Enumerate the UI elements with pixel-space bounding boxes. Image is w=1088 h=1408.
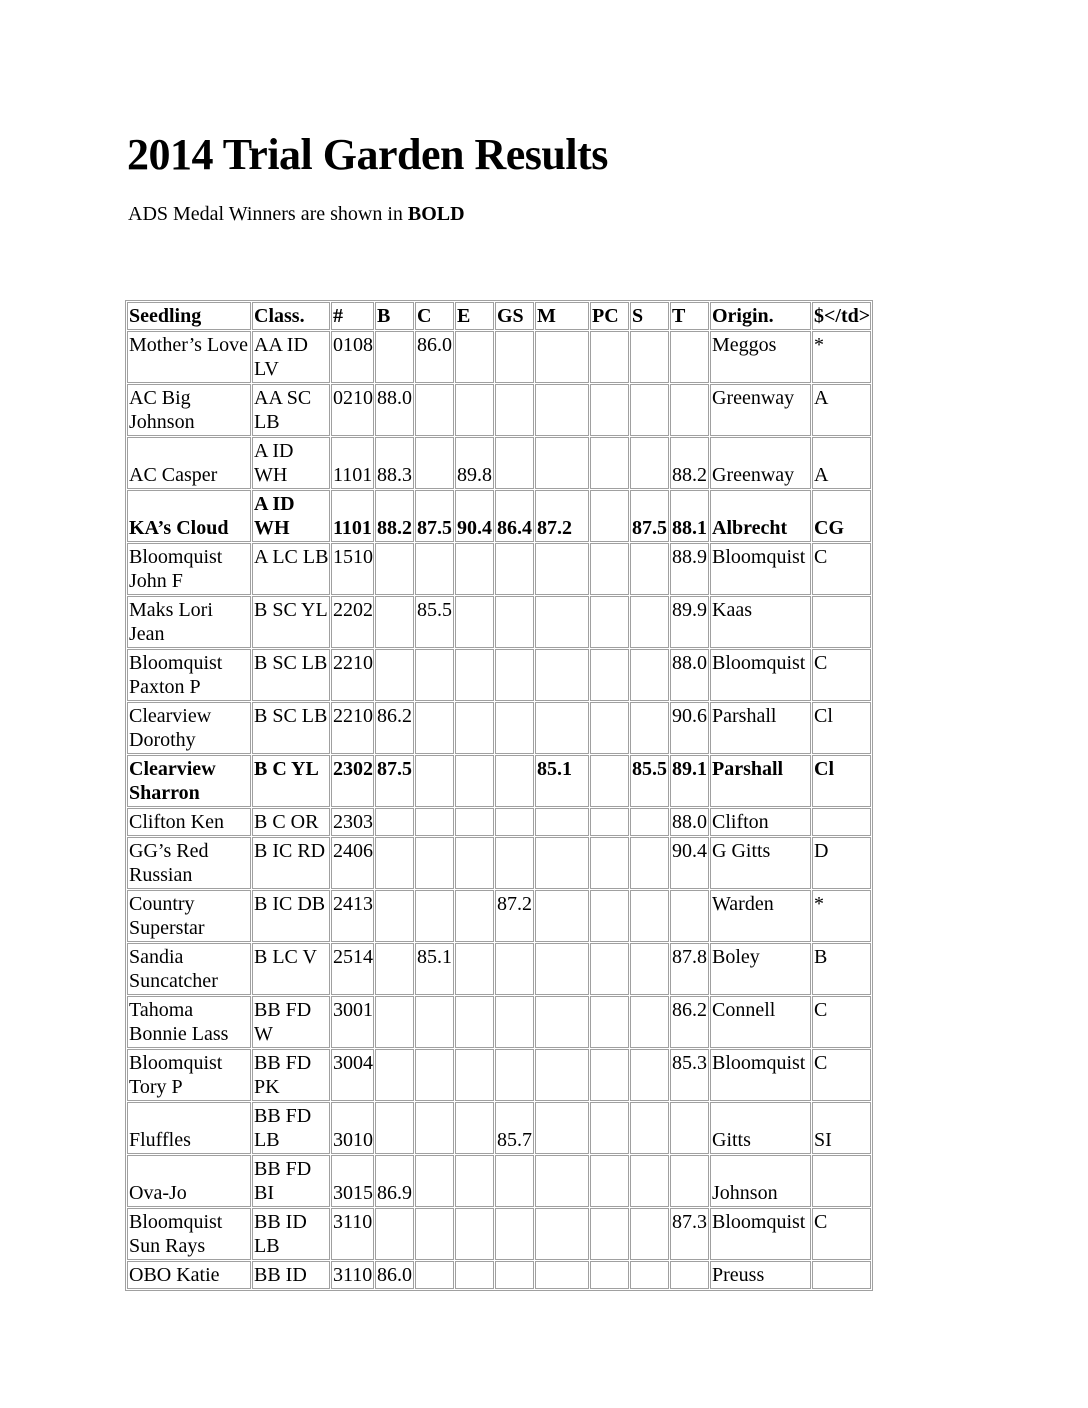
cell-s xyxy=(630,1049,669,1101)
cell-dollar: A xyxy=(812,384,871,436)
cell-m xyxy=(535,1102,589,1154)
cell-pc xyxy=(590,437,629,489)
cell-number: 2202 xyxy=(331,596,374,648)
cell-pc xyxy=(590,543,629,595)
cell-origin: Preuss xyxy=(710,1261,811,1289)
cell-e xyxy=(455,1049,494,1101)
cell-c xyxy=(415,1261,454,1289)
cell-c xyxy=(415,808,454,836)
cell-m xyxy=(535,943,589,995)
cell-t: 88.9 xyxy=(670,543,709,595)
cell-c: 85.1 xyxy=(415,943,454,995)
results-table xyxy=(125,300,873,1291)
cell-pc xyxy=(590,1102,629,1154)
cell-c xyxy=(415,1208,454,1260)
cell-seedling: GG’s Red Russian xyxy=(127,837,251,889)
cell-m xyxy=(535,890,589,942)
cell-b xyxy=(375,596,414,648)
cell-class: BB FD LB xyxy=(252,1102,330,1154)
cell-number: 3010 xyxy=(331,1102,374,1154)
cell-class: A ID WH xyxy=(252,490,330,542)
cell-t xyxy=(670,1261,709,1289)
cell-dollar: C xyxy=(812,543,871,595)
cell-b xyxy=(375,331,414,383)
cell-e xyxy=(455,596,494,648)
cell-seedling: Bloomquist John F xyxy=(127,543,251,595)
cell-e xyxy=(455,384,494,436)
table-row xyxy=(127,490,871,542)
cell-e xyxy=(455,996,494,1048)
cell-m xyxy=(535,1049,589,1101)
cell-s: 87.5 xyxy=(630,490,669,542)
table-row xyxy=(127,596,871,648)
cell-seedling: Clearview Dorothy xyxy=(127,702,251,754)
cell-seedling: AC Big Johnson xyxy=(127,384,251,436)
cell-s xyxy=(630,1102,669,1154)
cell-t: 88.2 xyxy=(670,437,709,489)
cell-origin: Greenway xyxy=(710,384,811,436)
cell-c xyxy=(415,755,454,807)
cell-c xyxy=(415,702,454,754)
cell-s xyxy=(630,890,669,942)
cell-e xyxy=(455,1261,494,1289)
cell-c: 87.5 xyxy=(415,490,454,542)
cell-seedling: Sandia Suncatcher xyxy=(127,943,251,995)
cell-pc xyxy=(590,1208,629,1260)
cell-gs xyxy=(495,996,534,1048)
cell-dollar xyxy=(812,1155,871,1207)
cell-class: B IC RD xyxy=(252,837,330,889)
cell-class: BB ID LB xyxy=(252,1208,330,1260)
cell-number: 2406 xyxy=(331,837,374,889)
cell-c xyxy=(415,1049,454,1101)
cell-seedling: Bloomquist Tory P xyxy=(127,1049,251,1101)
cell-origin: Albrecht xyxy=(710,490,811,542)
cell-b xyxy=(375,837,414,889)
cell-pc xyxy=(590,649,629,701)
cell-m xyxy=(535,1261,589,1289)
cell-origin: Bloomquist xyxy=(710,1208,811,1260)
cell-class: AA ID LV xyxy=(252,331,330,383)
cell-m: 85.1 xyxy=(535,755,589,807)
cell-class: B C YL xyxy=(252,755,330,807)
cell-m xyxy=(535,702,589,754)
cell-number: 3001 xyxy=(331,996,374,1048)
cell-t: 88.1 xyxy=(670,490,709,542)
cell-gs xyxy=(495,331,534,383)
cell-pc xyxy=(590,808,629,836)
cell-b xyxy=(375,808,414,836)
cell-pc xyxy=(590,1155,629,1207)
table-row xyxy=(127,1155,871,1207)
cell-gs: 87.2 xyxy=(495,890,534,942)
cell-t: 89.1 xyxy=(670,755,709,807)
cell-e xyxy=(455,331,494,383)
cell-b xyxy=(375,1208,414,1260)
cell-seedling: Clifton Ken xyxy=(127,808,251,836)
cell-gs xyxy=(495,437,534,489)
cell-class: B SC LB xyxy=(252,649,330,701)
cell-s xyxy=(630,331,669,383)
cell-s xyxy=(630,649,669,701)
cell-seedling: Mother’s Love xyxy=(127,331,251,383)
cell-b xyxy=(375,1102,414,1154)
cell-pc xyxy=(590,837,629,889)
cell-b xyxy=(375,996,414,1048)
cell-seedling: KA’s Cloud xyxy=(127,490,251,542)
header-m: M xyxy=(535,302,589,330)
header-t: T xyxy=(670,302,709,330)
table-row xyxy=(127,543,871,595)
cell-s xyxy=(630,437,669,489)
cell-class: B C OR xyxy=(252,808,330,836)
cell-b xyxy=(375,890,414,942)
cell-dollar: C xyxy=(812,1049,871,1101)
cell-seedling: Country Superstar xyxy=(127,890,251,942)
cell-c xyxy=(415,1155,454,1207)
cell-origin: Greenway xyxy=(710,437,811,489)
cell-pc xyxy=(590,1261,629,1289)
cell-class: BB FD PK xyxy=(252,1049,330,1101)
cell-origin: Connell xyxy=(710,996,811,1048)
table-row xyxy=(127,1208,871,1260)
cell-dollar xyxy=(812,1261,871,1289)
cell-pc xyxy=(590,702,629,754)
cell-b: 88.3 xyxy=(375,437,414,489)
cell-t: 88.0 xyxy=(670,649,709,701)
cell-b xyxy=(375,943,414,995)
cell-b: 88.2 xyxy=(375,490,414,542)
cell-s: 85.5 xyxy=(630,755,669,807)
cell-e xyxy=(455,890,494,942)
cell-c: 85.5 xyxy=(415,596,454,648)
cell-b: 87.5 xyxy=(375,755,414,807)
cell-class: A LC LB xyxy=(252,543,330,595)
cell-c xyxy=(415,437,454,489)
cell-origin: G Gitts xyxy=(710,837,811,889)
cell-gs xyxy=(495,1208,534,1260)
cell-s xyxy=(630,543,669,595)
cell-origin: Boley xyxy=(710,943,811,995)
cell-b xyxy=(375,1049,414,1101)
subtitle-text: ADS Medal Winners are shown in xyxy=(128,203,408,225)
cell-origin: Bloomquist xyxy=(710,543,811,595)
cell-pc xyxy=(590,331,629,383)
cell-origin: Johnson xyxy=(710,1155,811,1207)
cell-gs xyxy=(495,1049,534,1101)
cell-e xyxy=(455,808,494,836)
cell-e: 89.8 xyxy=(455,437,494,489)
cell-number: 1101 xyxy=(331,490,374,542)
cell-m xyxy=(535,437,589,489)
cell-origin: Bloomquist xyxy=(710,649,811,701)
cell-s xyxy=(630,1208,669,1260)
cell-gs xyxy=(495,596,534,648)
cell-b xyxy=(375,543,414,595)
cell-m xyxy=(535,331,589,383)
cell-m xyxy=(535,1208,589,1260)
cell-b: 88.0 xyxy=(375,384,414,436)
cell-b: 86.9 xyxy=(375,1155,414,1207)
cell-number: 3110 xyxy=(331,1261,374,1289)
cell-s xyxy=(630,837,669,889)
cell-c xyxy=(415,649,454,701)
cell-gs xyxy=(495,543,534,595)
cell-t: 90.4 xyxy=(670,837,709,889)
cell-gs: 85.7 xyxy=(495,1102,534,1154)
cell-gs xyxy=(495,943,534,995)
cell-number: 1101 xyxy=(331,437,374,489)
cell-c: 86.0 xyxy=(415,331,454,383)
cell-seedling: Bloomquist Paxton P xyxy=(127,649,251,701)
header-e: E xyxy=(455,302,494,330)
cell-gs xyxy=(495,702,534,754)
cell-number: 0210 xyxy=(331,384,374,436)
table-row xyxy=(127,1261,871,1289)
cell-e: 90.4 xyxy=(455,490,494,542)
cell-pc xyxy=(590,384,629,436)
cell-gs xyxy=(495,1155,534,1207)
cell-pc xyxy=(590,1049,629,1101)
table-row xyxy=(127,1049,871,1101)
cell-s xyxy=(630,384,669,436)
cell-seedling: AC Casper xyxy=(127,437,251,489)
cell-origin: Clifton xyxy=(710,808,811,836)
header-b: B xyxy=(375,302,414,330)
table-row xyxy=(127,437,871,489)
cell-number: 3004 xyxy=(331,1049,374,1101)
cell-number: 2514 xyxy=(331,943,374,995)
cell-origin: Gitts xyxy=(710,1102,811,1154)
cell-e xyxy=(455,943,494,995)
subtitle xyxy=(128,201,465,227)
header-gs: GS xyxy=(495,302,534,330)
table-header-row xyxy=(127,302,871,330)
cell-class: BB FD W xyxy=(252,996,330,1048)
page-title: 2014 Trial Garden Results xyxy=(127,130,608,179)
cell-origin: Bloomquist xyxy=(710,1049,811,1101)
header-c: C xyxy=(415,302,454,330)
cell-t: 88.0 xyxy=(670,808,709,836)
cell-s xyxy=(630,1261,669,1289)
cell-class: BB FD BI xyxy=(252,1155,330,1207)
cell-dollar: * xyxy=(812,331,871,383)
table-row xyxy=(127,808,871,836)
cell-pc xyxy=(590,755,629,807)
cell-m: 87.2 xyxy=(535,490,589,542)
cell-dollar: D xyxy=(812,837,871,889)
header-class: Class. xyxy=(252,302,330,330)
header-seedling: Seedling xyxy=(127,302,251,330)
cell-b: 86.2 xyxy=(375,702,414,754)
table-row xyxy=(127,755,871,807)
cell-number: 3015 xyxy=(331,1155,374,1207)
cell-dollar: CG xyxy=(812,490,871,542)
cell-m xyxy=(535,996,589,1048)
cell-dollar xyxy=(812,596,871,648)
cell-m xyxy=(535,837,589,889)
cell-s xyxy=(630,808,669,836)
cell-c xyxy=(415,996,454,1048)
cell-dollar: A xyxy=(812,437,871,489)
cell-pc xyxy=(590,490,629,542)
cell-dollar: B xyxy=(812,943,871,995)
cell-t: 85.3 xyxy=(670,1049,709,1101)
cell-class: B SC LB xyxy=(252,702,330,754)
cell-class: B IC DB xyxy=(252,890,330,942)
header-pc: PC xyxy=(590,302,629,330)
cell-dollar: * xyxy=(812,890,871,942)
cell-c xyxy=(415,543,454,595)
cell-number: 2413 xyxy=(331,890,374,942)
cell-seedling: Bloomquist Sun Rays xyxy=(127,1208,251,1260)
cell-pc xyxy=(590,596,629,648)
cell-class: A ID WH xyxy=(252,437,330,489)
cell-s xyxy=(630,1155,669,1207)
cell-s xyxy=(630,996,669,1048)
cell-gs xyxy=(495,384,534,436)
cell-e xyxy=(455,649,494,701)
cell-c xyxy=(415,1102,454,1154)
cell-seedling: OBO Katie xyxy=(127,1261,251,1289)
cell-number: 0108 xyxy=(331,331,374,383)
header-dollar: $</td> xyxy=(812,302,871,330)
cell-t: 87.3 xyxy=(670,1208,709,1260)
cell-t: 90.6 xyxy=(670,702,709,754)
cell-dollar: SI xyxy=(812,1102,871,1154)
table-row xyxy=(127,996,871,1048)
cell-origin: Warden xyxy=(710,890,811,942)
cell-t xyxy=(670,331,709,383)
cell-seedling: Ova-Jo xyxy=(127,1155,251,1207)
table-row xyxy=(127,837,871,889)
cell-gs: 86.4 xyxy=(495,490,534,542)
cell-number: 1510 xyxy=(331,543,374,595)
cell-c xyxy=(415,890,454,942)
cell-pc xyxy=(590,996,629,1048)
cell-pc xyxy=(590,943,629,995)
cell-t xyxy=(670,384,709,436)
cell-m xyxy=(535,649,589,701)
table-row xyxy=(127,702,871,754)
table-row xyxy=(127,384,871,436)
cell-e xyxy=(455,837,494,889)
cell-dollar: C xyxy=(812,1208,871,1260)
cell-seedling: Clearview Sharron xyxy=(127,755,251,807)
cell-e xyxy=(455,755,494,807)
cell-gs xyxy=(495,649,534,701)
table-row xyxy=(127,1102,871,1154)
cell-pc xyxy=(590,890,629,942)
cell-number: 2303 xyxy=(331,808,374,836)
cell-gs xyxy=(495,1261,534,1289)
cell-m xyxy=(535,543,589,595)
cell-dollar: Cl xyxy=(812,755,871,807)
cell-dollar xyxy=(812,808,871,836)
cell-s xyxy=(630,943,669,995)
table-row xyxy=(127,331,871,383)
cell-e xyxy=(455,543,494,595)
cell-seedling: Maks Lori Jean xyxy=(127,596,251,648)
cell-e xyxy=(455,1208,494,1260)
cell-t: 87.8 xyxy=(670,943,709,995)
cell-c xyxy=(415,384,454,436)
cell-class: B LC V xyxy=(252,943,330,995)
table-body xyxy=(127,302,871,1289)
cell-t xyxy=(670,1155,709,1207)
cell-t xyxy=(670,890,709,942)
cell-t: 86.2 xyxy=(670,996,709,1048)
cell-t xyxy=(670,1102,709,1154)
cell-s xyxy=(630,596,669,648)
cell-m xyxy=(535,808,589,836)
table-row xyxy=(127,649,871,701)
cell-m xyxy=(535,384,589,436)
table-row xyxy=(127,943,871,995)
cell-number: 2210 xyxy=(331,702,374,754)
cell-m xyxy=(535,596,589,648)
cell-seedling: Fluffles xyxy=(127,1102,251,1154)
cell-m xyxy=(535,1155,589,1207)
cell-class: BB ID xyxy=(252,1261,330,1289)
cell-class: B SC YL xyxy=(252,596,330,648)
cell-class: AA SC LB xyxy=(252,384,330,436)
cell-number: 3110 xyxy=(331,1208,374,1260)
table-row xyxy=(127,890,871,942)
cell-c xyxy=(415,837,454,889)
cell-origin: Kaas xyxy=(710,596,811,648)
cell-e xyxy=(455,1155,494,1207)
cell-origin: Parshall xyxy=(710,755,811,807)
header-number: # xyxy=(331,302,374,330)
cell-seedling: Tahoma Bonnie Lass xyxy=(127,996,251,1048)
cell-number: 2210 xyxy=(331,649,374,701)
cell-dollar: Cl xyxy=(812,702,871,754)
cell-gs xyxy=(495,837,534,889)
cell-t: 89.9 xyxy=(670,596,709,648)
cell-origin: Meggos xyxy=(710,331,811,383)
cell-dollar: C xyxy=(812,649,871,701)
cell-b xyxy=(375,649,414,701)
cell-origin: Parshall xyxy=(710,702,811,754)
cell-gs xyxy=(495,808,534,836)
cell-b: 86.0 xyxy=(375,1261,414,1289)
cell-number: 2302 xyxy=(331,755,374,807)
cell-dollar: C xyxy=(812,996,871,1048)
cell-e xyxy=(455,1102,494,1154)
cell-gs xyxy=(495,755,534,807)
header-s: S xyxy=(630,302,669,330)
cell-s xyxy=(630,702,669,754)
cell-e xyxy=(455,702,494,754)
header-origin: Origin. xyxy=(710,302,811,330)
subtitle-bold-word: BOLD xyxy=(407,203,465,225)
